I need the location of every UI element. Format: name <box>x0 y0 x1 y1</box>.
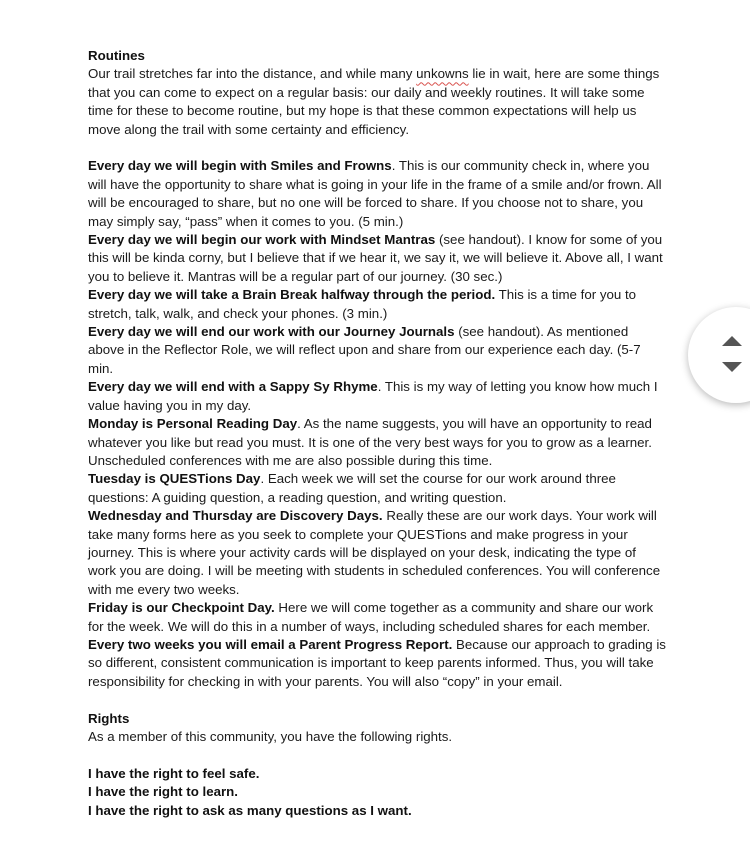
routine-item: Monday is Personal Reading Day. As the name suggests, you will have an opportunity to read whatever you like but read you must. It is one of the very best ways for you to grow as a learner. Unscheduled conferences with me are also possible during this time. <box>88 416 652 468</box>
routine-item: Every day we will begin our work with Mindset Mantras (see handout). I know for some of you this will be kinda corny, but I believe that if we hear it, we say it, we will believe it. Above all, I want you to believe it. Mantras will be a regular part of our journey. (30 sec.) <box>88 232 663 284</box>
right-item: I have the right to ask as many questions as I want. <box>88 802 412 818</box>
misspelled-word[interactable]: unkowns <box>416 66 469 82</box>
routine-item: Every day we will end our work with our Journey Journals (see handout). As mentioned above in the Reflector Role, we will reflect upon and share from our experience each day. (5-7 min. <box>88 324 641 376</box>
routine-item: Friday is our Checkpoint Day. Here we will come together as a community and share our work for the week. We will do this in a number of ways, including scheduled shares for each member. <box>88 600 654 634</box>
routine-item: Every day we will begin with Smiles and Frowns. This is our community check in, where you will have the opportunity to share what is going in your life in the frame of a smile and/or frown. All will be encouraged to share, but no one will be forced to share. If you choose not to share, you may simply say, “pass” when it comes to you. (5 min.) <box>88 158 662 229</box>
rights-intro: As a member of this community, you have the following rights. <box>88 729 453 744</box>
scroll-up-icon[interactable] <box>722 336 742 346</box>
page-nav-widget <box>688 307 750 403</box>
right-item: I have the right to learn. <box>88 784 238 800</box>
routine-item: Every two weeks you will email a Parent Progress Report. Because our approach to grading is so different, consistent communication is important to keep parents informed. Thus, you will take responsibility for checking in with your parents. You will also “copy” in your email. <box>88 636 666 689</box>
routines-heading: Routines <box>88 48 145 63</box>
routine-item: Every day we will take a Brain Break halfway through the period. This is a time for you to stretch, talk, walk, and check your phones. (3 min.) <box>88 287 637 321</box>
rights-heading: Rights <box>88 710 130 726</box>
routine-item: Every day we will end with a Sappy Sy Rhyme. This is my way of letting you know how much I value having you in my day. <box>88 379 658 413</box>
routine-item: Tuesday is QUESTions Day. Each week we will set the course for our work around three questions: A guiding question, a reading question, and writing question. <box>88 471 616 505</box>
document-body <box>88 47 666 820</box>
routine-item: Wednesday and Thursday are Discovery Days. Really these are our work days. Your work will take many forms here as you seek to complete your QUESTions and make progress in your journey. This is where your activity cards will be displayed on your desk, indicating the type of work you are doing. I will be meeting with students in scheduled conferences. You will conference with me every two weeks. <box>88 508 661 597</box>
routines-intro: Our trail stretches far into the distance, and while many unkowns lie in wait, here are some things that you can come to expect on a regular basis: our daily and weekly routines. It will take some time for these to become routine, but my hope is that these common expectations will help us move along the trail with some certainty and efficiency. <box>88 66 660 137</box>
scroll-down-icon[interactable] <box>722 362 742 372</box>
right-item: I have the right to feel safe. <box>88 765 260 781</box>
